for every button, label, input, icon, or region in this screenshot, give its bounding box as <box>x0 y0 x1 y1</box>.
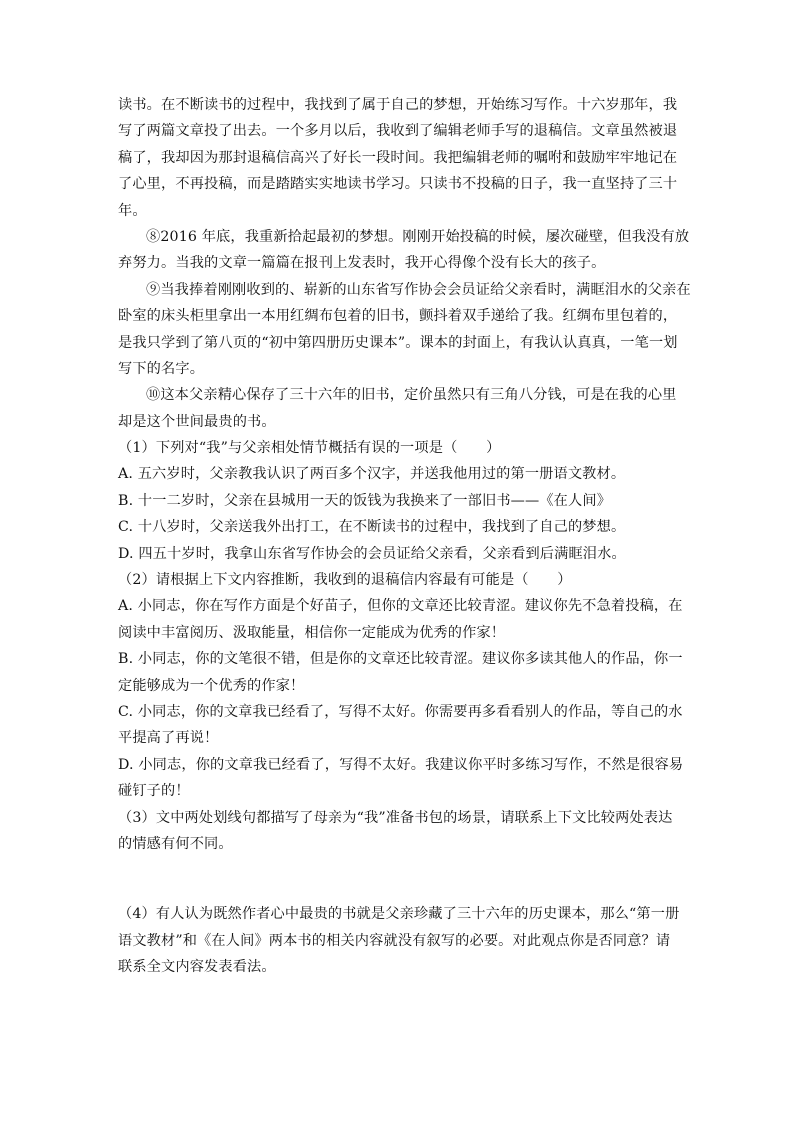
option-a: A. 五六岁时，父亲教我认识了两百多个汉字，并送我他用过的第一册语文教材。 <box>118 466 626 483</box>
text-line: 弃努力。当我的文章一篇篇在报刊上发表时，我开心得像个没有长大的孩子。 <box>118 255 606 272</box>
option-line: D. 小同志，你的文章我已经看了，写得不太好。我建议你平时多练习写作，不然是很容易 <box>118 756 684 773</box>
option-b: B. 十一二岁时，父亲在县城用一天的饭钱为我换来了一部旧书——《在人间》 <box>118 492 612 509</box>
question-stem: 的情感有何不同。 <box>118 835 233 852</box>
question-stem: 联系全文内容发表看法。 <box>118 959 276 976</box>
option-line: A. 小同志，你在写作方面是个好苗子，但你的文章还比较青涩。建议你先不急着投稿，在 <box>118 598 683 615</box>
option-c: C. 十八岁时，父亲送我外出打工，在不断读书的过程中，我找到了自己的梦想。 <box>118 519 626 536</box>
option-d <box>118 752 684 805</box>
text-line: 却是这个世间最贵的书。 <box>118 413 276 430</box>
text-line: 卧室的床头柜里拿出一本用红绸布包着的旧书，颤抖着双手递给了我。红绸布里包着的， <box>118 308 678 325</box>
option-a <box>118 593 683 646</box>
paragraph-9 <box>118 277 691 383</box>
paragraph-8 <box>118 224 690 277</box>
text-line: ⑧2016 年底，我重新拾起最初的梦想。刚刚开始投稿的时候，屡次碰壁，但我没有放 <box>146 228 690 245</box>
text-line: 了心里，不再投稿，而是踏踏实实地读书学习。只读书不投稿的日子，我一直坚持了三十 <box>118 176 678 193</box>
question-3 <box>118 805 676 858</box>
option-c <box>118 699 683 752</box>
option-line: 阅读中丰富阅历、汲取能量，相信你一定能成为优秀的作家！ <box>118 624 506 641</box>
question-stem: （3）文中两处划线句都描写了母亲为“我”准备书包的场景，请联系上下文比较两处表达 <box>118 809 673 826</box>
question-stem: （1）下列对“我”与父亲相处情节概括有误的一项是（ ） <box>118 440 501 457</box>
document-page <box>118 92 691 981</box>
paragraph-7 <box>118 92 676 224</box>
option-line: 碰钉子的！ <box>118 783 190 800</box>
text-line: ⑩这本父亲精心保存了三十六年的旧书，定价虽然只有三角八分钱，可是在我的心里 <box>146 387 677 404</box>
option-b <box>118 646 683 699</box>
question-1 <box>118 435 676 567</box>
question-stem: （4）有人认为既然作者心中最贵的书就是父亲珍藏了三十六年的历史课本，那么“第一册 <box>118 906 680 923</box>
text-line: 稿了，我却因为那封退稿信高兴了好长一段时间。我把编辑老师的嘱咐和鼓励牢牢地记在 <box>118 149 678 166</box>
option-d: D. 四五十岁时，我拿山东省写作协会的会员证给父亲看，父亲看到后满眶泪水。 <box>118 545 626 562</box>
question-4 <box>118 901 680 980</box>
text-line: 是我只学到了第八页的“初中第四册历史课本”。课本的封面上，有我认认真真，一笔一划 <box>118 334 678 351</box>
option-line: 定能够成为一个优秀的作家！ <box>118 677 305 694</box>
text-line: 年。 <box>118 202 147 219</box>
option-line: B. 小同志，你的文笔很不错，但是你的文章还比较青涩。建议你多读其他人的作品，你一 <box>118 651 683 668</box>
text-line: 写了两篇文章投了出去。一个多月以后，我收到了编辑老师手写的退稿信。文章虽然被退 <box>118 123 678 140</box>
answer-space <box>118 857 676 901</box>
question-stem: （2）请根据上下文内容推断，我收到的退稿信内容最有可能是（ ） <box>118 572 572 589</box>
option-line: 平提高了再说！ <box>118 730 219 747</box>
text-line: ⑨当我捧着刚刚收到的、崭新的山东省写作协会会员证给父亲看时，满眶泪水的父亲在 <box>146 281 691 298</box>
question-2 <box>118 567 684 805</box>
question-stem: 语文教材”和《在人间》两本书的相关内容就没有叙写的必要。对此观点你是否同意？请 <box>118 932 671 949</box>
option-line: C. 小同志，你的文章我已经看了，写得不太好。你需要再多看看别人的作品，等自己的水 <box>118 703 683 720</box>
paragraph-10 <box>118 382 676 435</box>
text-line: 读书。在不断读书的过程中，我找到了属于自己的梦想，开始练习写作。十六岁那年，我 <box>118 97 678 113</box>
text-line: 写下的名字。 <box>118 360 205 377</box>
